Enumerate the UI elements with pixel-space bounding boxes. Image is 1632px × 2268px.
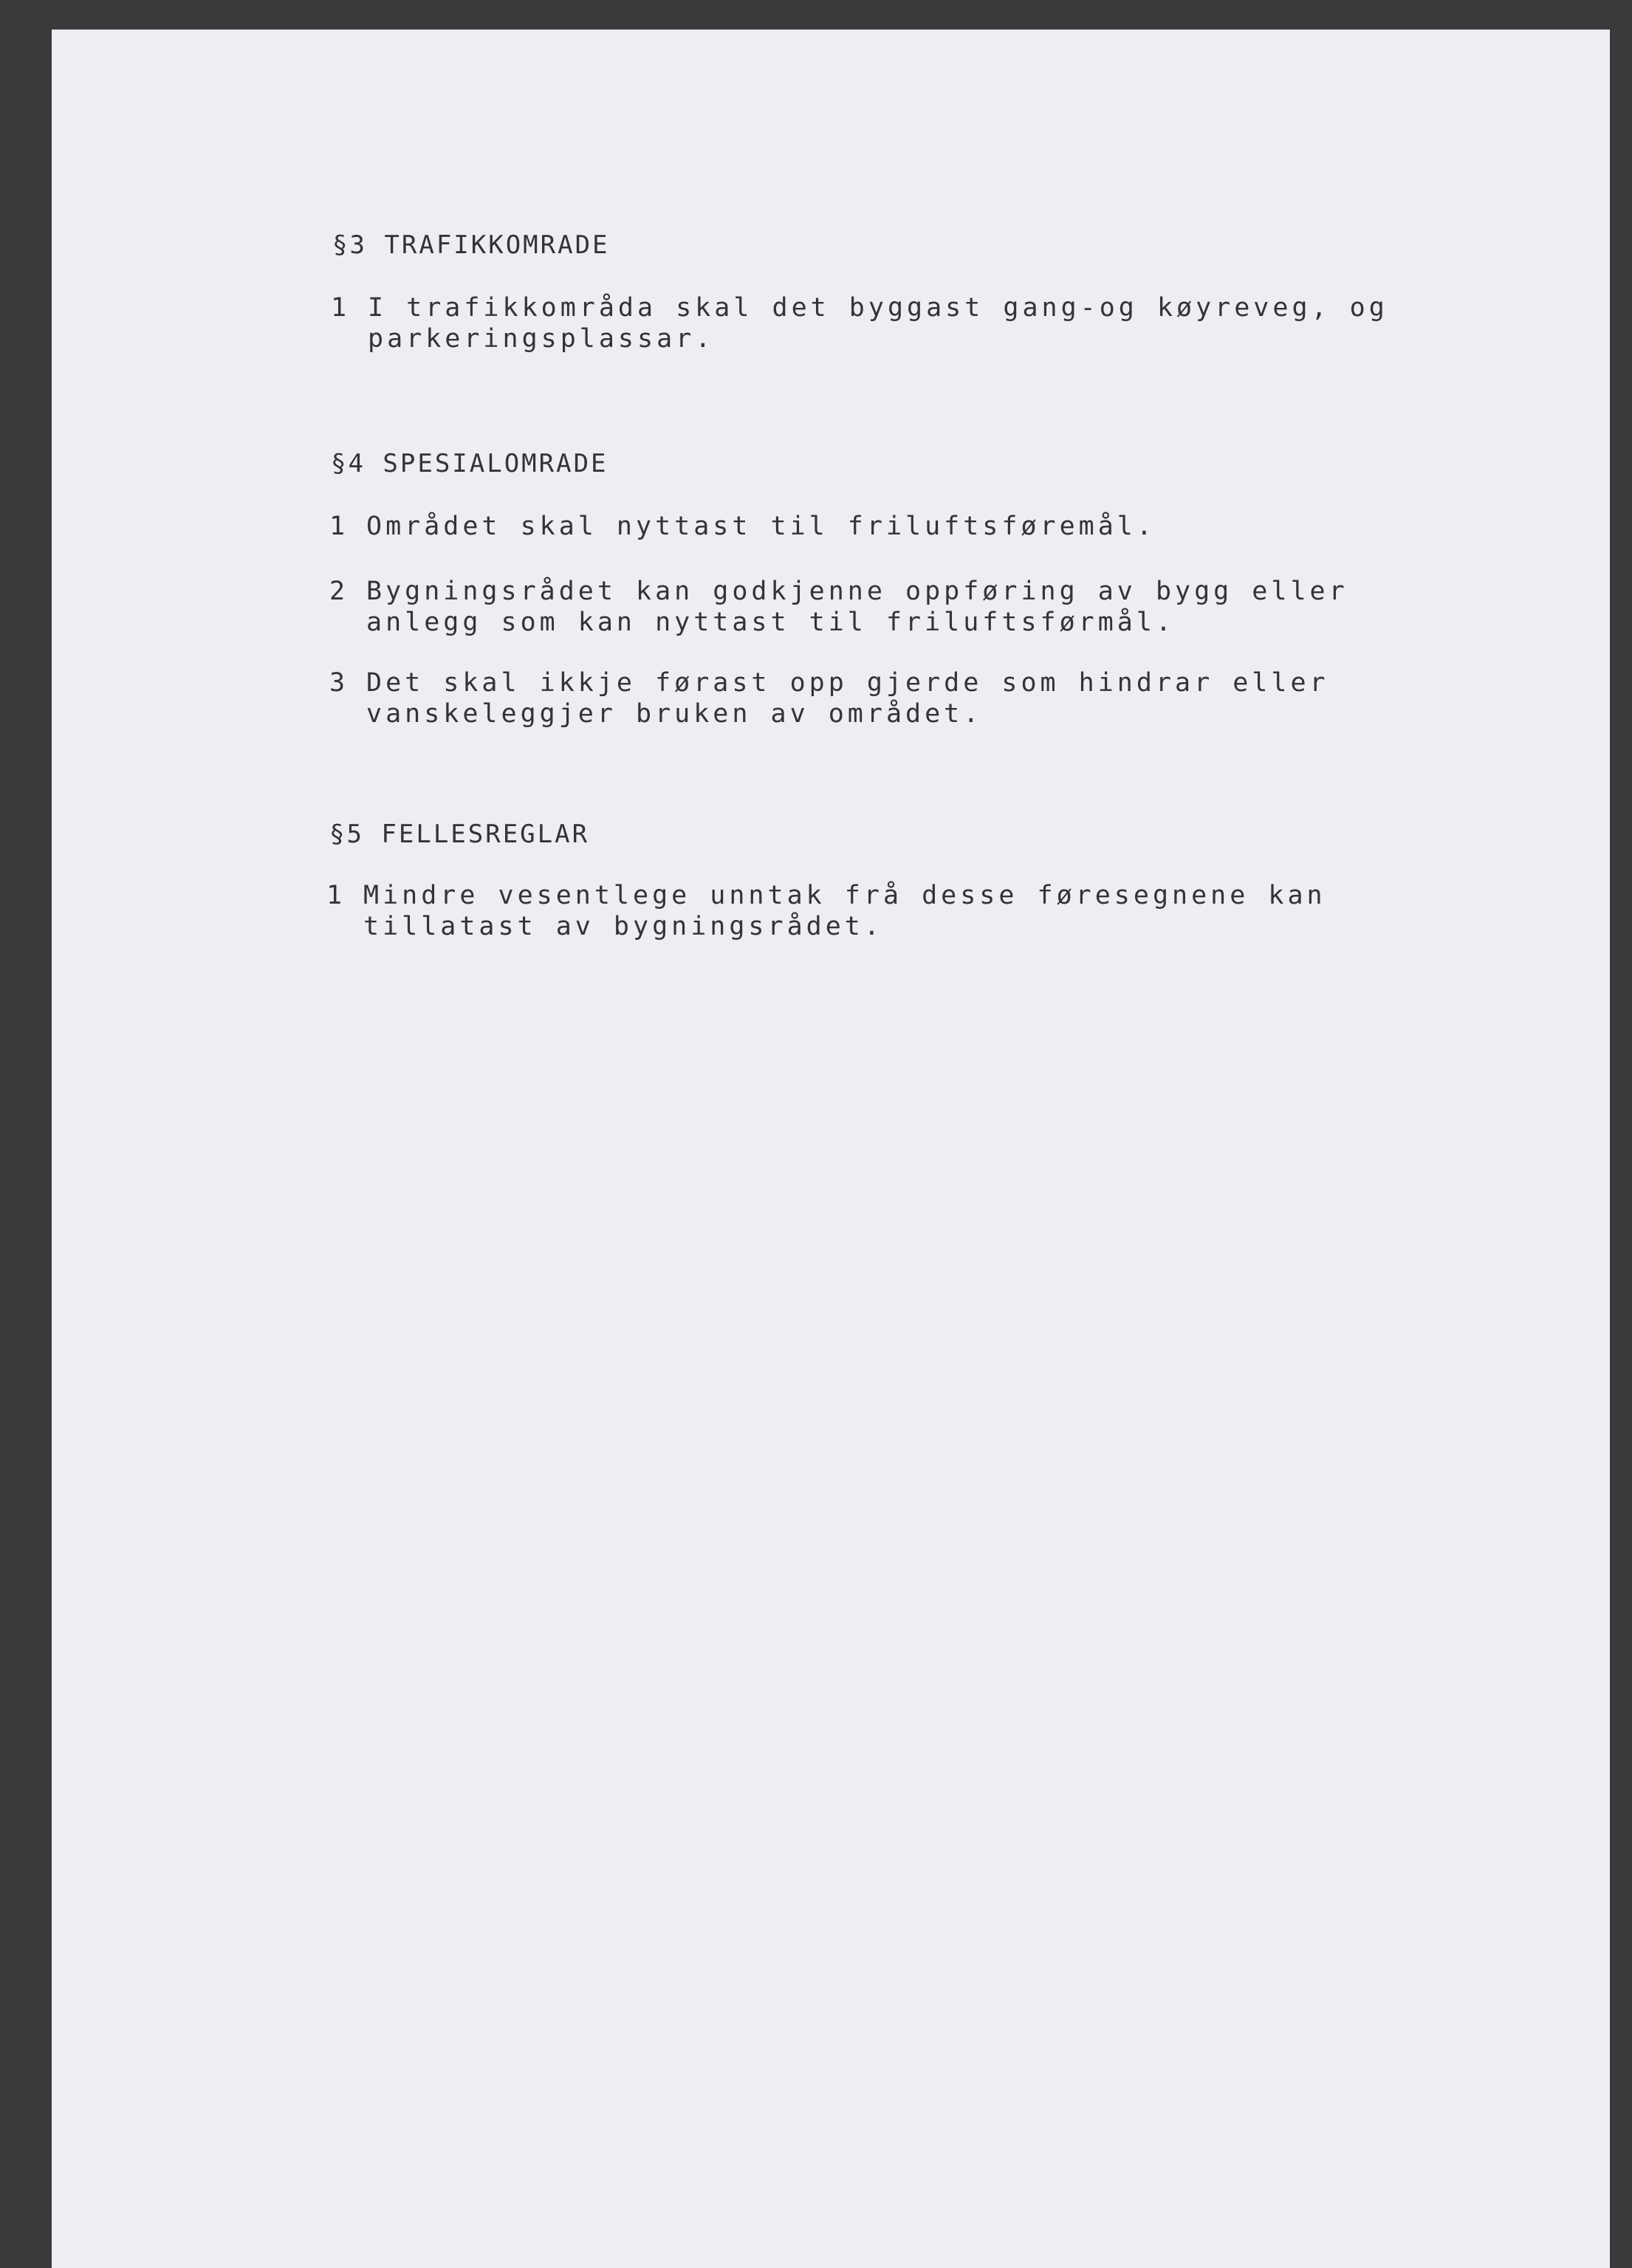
item-text-line: Mindre vesentlege unntak frå desse føresegnene kan — [363, 881, 1326, 910]
item-text-line: Bygningsrådet kan godkjenne oppføring av bygg eller — [366, 577, 1348, 606]
item-text-line: Det skal ikkje førast opp gjerde som hindrar eller — [366, 668, 1329, 698]
item-number: 1 — [326, 881, 346, 910]
section-heading-5: §5 FELLESREGLAR — [329, 819, 590, 849]
item-number: 1 — [329, 512, 349, 541]
item-number: 3 — [329, 668, 349, 698]
item-number: 1 — [331, 293, 351, 323]
item-text-line: Området skal nyttast til friluftsføremål. — [366, 512, 1156, 541]
section-heading-3: §3 TRAFIKKOMRADE — [332, 230, 610, 260]
item-number: 2 — [329, 577, 349, 606]
section-heading-4: §4 SPESIALOMRADE — [331, 449, 608, 478]
item-text-line: I trafikkområda skal det byggast gang-og køyreveg, og — [368, 293, 1388, 323]
item-text-line: tillatast av bygningsrådet. — [363, 912, 883, 941]
item-text-line: anlegg som kan nyttast til friluftsførmål. — [366, 608, 1176, 637]
item-text-line: vanskeleggjer bruken av området. — [366, 699, 983, 729]
item-text-line: parkeringsplassar. — [368, 324, 715, 354]
document-page — [52, 30, 1610, 2268]
